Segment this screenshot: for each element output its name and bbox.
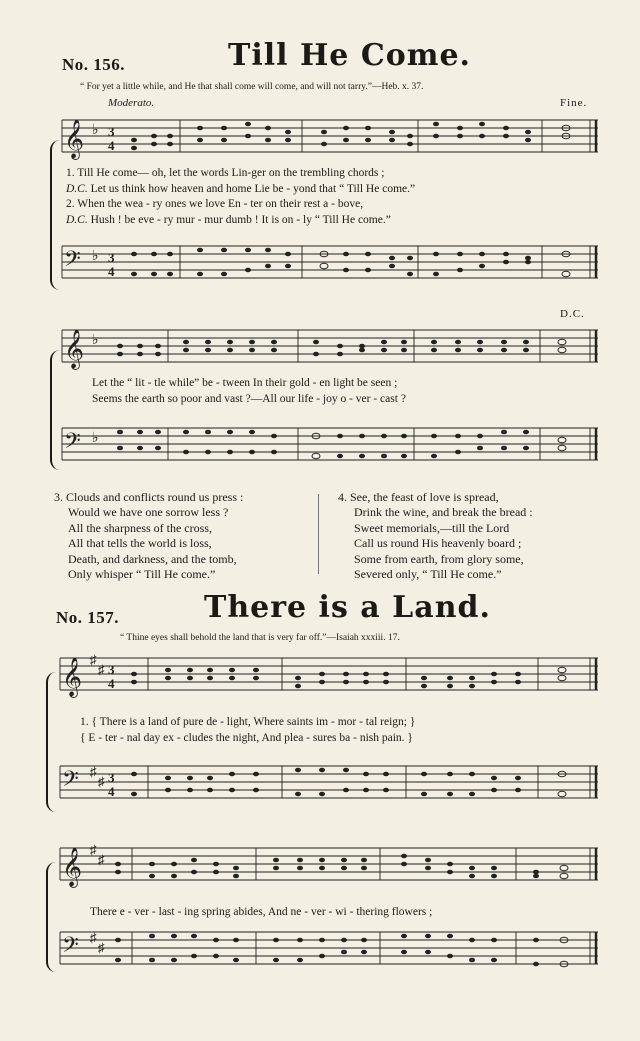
lyric-line: D.C. Hush ! be eve - ry mur - mur dumb ! It is on - ly “ Till He come.” bbox=[66, 213, 391, 226]
svg-text:4: 4 bbox=[108, 784, 115, 799]
svg-text:♭: ♭ bbox=[92, 431, 99, 446]
svg-text:♯: ♯ bbox=[98, 662, 105, 677]
svg-text:4: 4 bbox=[108, 676, 115, 691]
bass-staff bbox=[60, 924, 602, 972]
verse-line: Call us round His heavenly board ; bbox=[354, 536, 522, 551]
verse-line: 4. See, the feast of love is spread, bbox=[338, 490, 499, 504]
dc-marking: D.C. bbox=[560, 308, 585, 320]
verse-4 bbox=[338, 490, 533, 582]
lyric-line: 1. Till He come— oh, let the words Lin-ger on the trembling chords ; bbox=[66, 167, 385, 179]
verse-line: All that tells the world is loss, bbox=[68, 536, 212, 551]
fine-marking: Fine. bbox=[560, 97, 588, 109]
verse-line: 3. Clouds and conflicts round us press : bbox=[54, 490, 244, 504]
hymn-number: No. 156. bbox=[62, 55, 126, 74]
verse-line: Death, and darkness, and the tomb, bbox=[68, 551, 237, 566]
svg-text:𝄞: 𝄞 bbox=[62, 849, 83, 886]
svg-text:𝄢: 𝄢 bbox=[64, 247, 81, 276]
treble-staff bbox=[60, 650, 602, 698]
lyric-line: D.C. Let us think how heaven and home Lie be - yond that “ Till He come.” bbox=[66, 182, 416, 195]
svg-text:♯: ♯ bbox=[90, 652, 97, 667]
svg-text:♯: ♯ bbox=[90, 930, 97, 945]
system-brace bbox=[46, 862, 56, 972]
svg-text:♯: ♯ bbox=[98, 774, 105, 789]
bass-staff bbox=[60, 758, 602, 806]
svg-text:♯: ♯ bbox=[90, 764, 97, 779]
svg-text:♭: ♭ bbox=[92, 249, 99, 264]
hymn-number: No. 157. bbox=[56, 608, 120, 627]
verse-line: All the sharpness of the cross, bbox=[68, 520, 212, 535]
system-brace bbox=[50, 140, 60, 290]
svg-text:4: 4 bbox=[108, 138, 115, 153]
system-brace bbox=[50, 350, 60, 470]
hymn-title: There is a Land. bbox=[204, 590, 491, 625]
svg-text:𝄢: 𝄢 bbox=[62, 933, 79, 962]
verse-line: Drink the wine, and break the bread : bbox=[354, 505, 533, 520]
system-brace bbox=[46, 672, 56, 812]
svg-text:♭: ♭ bbox=[92, 333, 99, 348]
verse-line: Would we have one sorrow less ? bbox=[68, 505, 229, 520]
hymn-epigraph: “ Thine eyes shall behold the land that is very far off.”—Isaiah xxxiii. 17. bbox=[120, 633, 400, 643]
svg-text:𝄞: 𝄞 bbox=[64, 121, 85, 158]
verse-line: Sweet memorials,—till the Lord bbox=[354, 520, 510, 535]
lyrics-block-4 bbox=[90, 906, 432, 918]
svg-text:4: 4 bbox=[108, 264, 115, 279]
svg-text:3: 3 bbox=[108, 250, 115, 265]
treble-staff bbox=[62, 322, 602, 370]
lyric-line: There e - ver - last - ing spring abides, And ne - ver - wi - thering flowers ; bbox=[90, 906, 433, 918]
hymn-epigraph: “ For yet a little while, and He that shall come will come, and will not tarry.”—Heb. x. 37. bbox=[80, 82, 424, 92]
lyric-line: 2. When the wea - ry ones we love En - ter on their rest a - bove, bbox=[66, 198, 364, 210]
verse-line: Some from earth, from glory some, bbox=[354, 551, 524, 566]
svg-text:3: 3 bbox=[108, 124, 115, 139]
bass-staff bbox=[62, 238, 602, 286]
svg-text:𝄞: 𝄞 bbox=[64, 331, 85, 368]
lyric-line: Let the “ lit - tle while” be - tween In their gold - en light be seen ; bbox=[92, 377, 398, 389]
verse-3 bbox=[54, 490, 243, 582]
lyric-line: { E - ter - nal day ex - cludes the night, And plea - sures ba - nish pain. } bbox=[80, 732, 413, 744]
tempo-marking: Moderato. bbox=[108, 97, 155, 109]
verse-divider bbox=[318, 494, 319, 574]
lyric-line: 1. { There is a land of pure de - light, Where saints im - mor - tal reign; } bbox=[80, 716, 416, 728]
treble-staff bbox=[60, 840, 602, 888]
treble-staff bbox=[62, 112, 602, 160]
lyrics-block-2 bbox=[92, 376, 406, 407]
svg-text:3: 3 bbox=[108, 662, 115, 677]
hymn-title: Till He Come. bbox=[228, 38, 471, 73]
verse-line: Severed only, “ Till He come.” bbox=[354, 567, 502, 582]
svg-text:♯: ♯ bbox=[90, 842, 97, 857]
lyric-line: Seems the earth so poor and vast ?—All our life - joy o - ver - cast ? bbox=[92, 392, 406, 405]
svg-text:♯: ♯ bbox=[98, 940, 105, 955]
svg-text:3: 3 bbox=[108, 770, 115, 785]
lyrics-block-1 bbox=[66, 166, 415, 228]
svg-text:♭: ♭ bbox=[92, 123, 99, 138]
lyrics-block-3 bbox=[80, 714, 415, 746]
svg-text:𝄢: 𝄢 bbox=[62, 767, 79, 796]
verse-line: Only whisper “ Till He come.” bbox=[68, 567, 216, 582]
svg-text:♯: ♯ bbox=[98, 852, 105, 867]
bass-staff bbox=[62, 420, 602, 468]
svg-text:𝄢: 𝄢 bbox=[64, 429, 81, 458]
svg-text:𝄞: 𝄞 bbox=[62, 659, 83, 696]
